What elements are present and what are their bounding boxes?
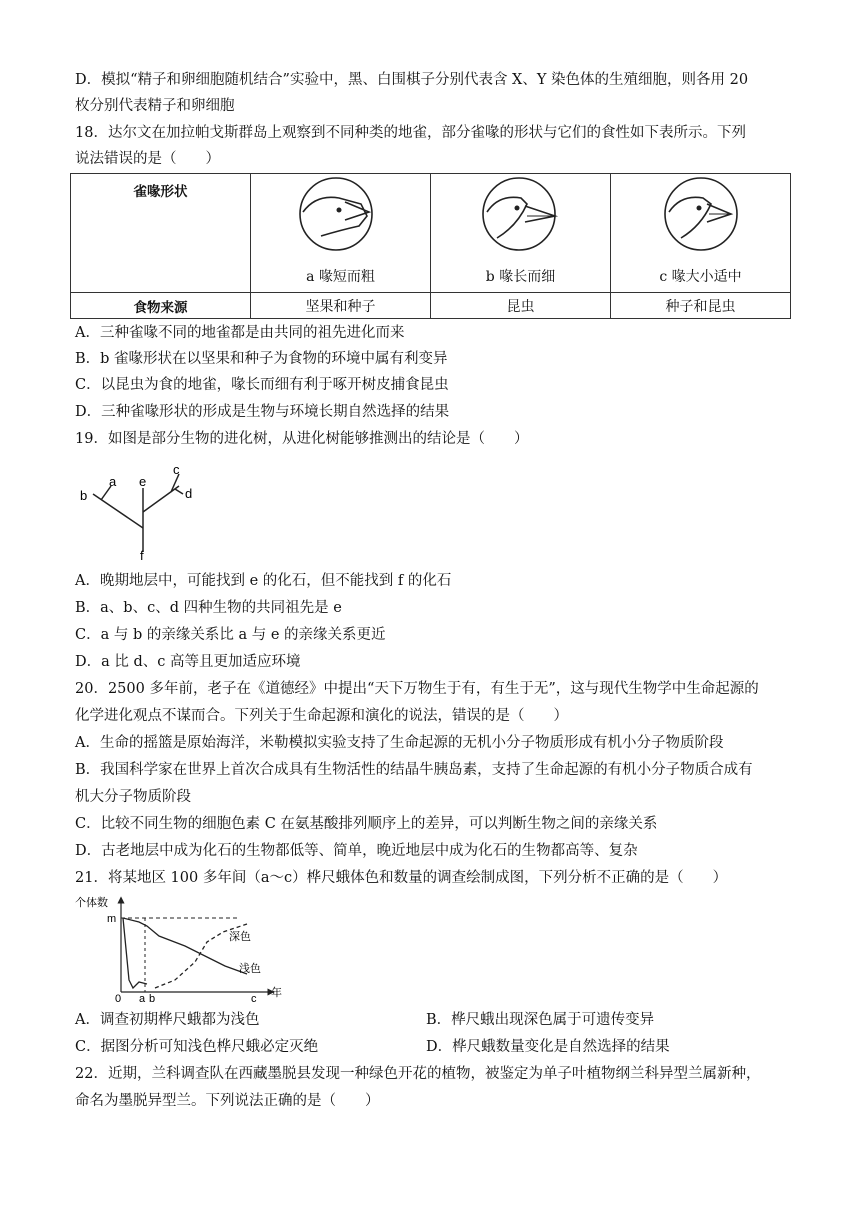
q19-option-b: B．a、b、c、d 四种生物的共同祖先是 e [75,600,342,616]
food-c: 种子和昆虫 [611,293,791,319]
long-thin-beak-icon [441,174,601,262]
q19-option-a: A．晚期地层中，可能找到 e 的化石，但不能找到 f 的化石 [75,573,452,589]
q21-option-d: D．桦尺蛾数量变化是自然选择的结果 [426,1039,670,1055]
q19-option-c: C．a 与 b 的亲缘关系比 a 与 e 的亲缘关系更近 [75,627,386,643]
q22-stem-line1: 22．近期，兰科调查队在西藏墨脱县发现一种绿色开花的植物，被鉴定为单子叶植物纲兰科异型兰属新种， [75,1066,761,1082]
q21-stem: 21．将某地区 100 多年间（a～c）桦尺蛾体色和数量的调查绘制成图，下列分析不正确的是（ ） [75,870,728,886]
q20-stem-line1: 20．2500 多年前，老子在《道德经》中提出“天下万物生于有，有生于无”，这与现代生物学中生命起源的 [75,681,759,697]
q20-option-c: C．比较不同生物的细胞色素 C 在氨基酸排列顺序上的差异，可以判断生物之间的亲缘关系 [75,816,658,832]
q20-option-d: D．古老地层中成为化石的生物都低等、简单，晚近地层中成为化石的生物都高等、复杂 [75,843,638,859]
graph-m-label: m [107,913,117,925]
q17-option-d-line2: 枚分别代表精子和卵细胞 [75,98,235,114]
graph-tick-b: b [149,993,156,1002]
beak-caption-c: c 喙大小适中 [659,269,742,285]
table-header-beak-shape: 雀喙形状 [71,174,251,293]
graph-tick-a: a [139,993,146,1002]
q19-option-d: D．a 比 d、c 高等且更加适应环境 [75,654,301,670]
beak-cell-c [611,174,791,293]
beak-cell-a [251,174,431,293]
q20-option-b-line1: B．我国科学家在世界上首次合成具有生物活性的结晶牛胰岛素，支持了生命起源的有机小分子物质合成有 [75,762,753,778]
q20-stem-line2: 化学进化观点不谋而合。下列关于生命起源和演化的说法，错误的是（ ） [75,708,568,724]
beak-table [70,173,791,319]
graph-dark-label: 深色 [229,931,251,943]
q18-option-d: D．三种雀喙形状的形成是生物与环境长期自然选择的结果 [75,404,450,420]
short-thick-beak-icon [261,174,421,262]
q18-option-c: C．以昆虫为食的地雀，喙长而细有利于啄开树皮捕食昆虫 [75,377,449,393]
q22-stem-line2: 命名为墨脱异型兰。下列说法正确的是（ ） [75,1093,380,1109]
q21-option-a: A．调查初期桦尺蛾都为浅色 [75,1012,260,1028]
tree-label-e: e [139,474,147,489]
tree-label-f: f [140,548,144,560]
tree-label-b: b [80,488,88,503]
q17-option-d-line1: D．模拟“精子和卵细胞随机结合”实验中，黑、白围棋子分别代表含 X、Y 染色体的生殖细胞，则各用 20 [75,72,749,88]
q20-option-a: A．生命的摇篮是原始海洋，米勒模拟实验支持了生命起源的无机小分子物质形成有机小分子物质阶段 [75,735,724,751]
q21-option-c: C．据图分析可知浅色桦尺蛾必定灭绝 [75,1039,319,1055]
table-header-food-source: 食物来源 [71,293,251,319]
beak-caption-a: a 喙短而粗 [306,269,375,285]
food-a: 坚果和种子 [251,293,431,319]
graph-tick-c: c [251,993,257,1002]
medium-beak-icon [621,174,781,262]
q19-stem: 19．如图是部分生物的进化树，从进化树能够推测出的结论是（ ） [75,431,529,447]
tree-label-d: d [185,486,193,501]
graph-light-label: 浅色 [239,963,261,975]
q18-option-b: B．b 雀喙形状在以坚果和种子为食物的环境中属有利变异 [75,351,448,367]
evolution-tree [75,460,205,560]
beak-cell-b [431,174,611,293]
tree-label-c: c [173,462,180,477]
food-b: 昆虫 [431,293,611,319]
q18-option-a: A．三种雀喙不同的地雀都是由共同的祖先进化而来 [75,325,405,341]
beak-caption-b: b 喙长而细 [485,269,556,285]
q20-option-b-line2: 机大分子物质阶段 [75,789,191,805]
moth-population-graph [75,892,285,1002]
q18-stem-line2: 说法错误的是（ ） [75,151,220,167]
graph-x-title: 年 [271,987,282,999]
tree-label-a: a [109,474,117,489]
graph-y-title: 个体数 [75,897,108,909]
q18-stem-line1: 18．达尔文在加拉帕戈斯群岛上观察到不同种类的地雀，部分雀喙的形状与它们的食性如下表所示。下列 [75,125,746,141]
graph-origin-label: 0 [115,993,122,1002]
q21-option-b: B．桦尺蛾出现深色属于可遗传变异 [426,1012,655,1028]
